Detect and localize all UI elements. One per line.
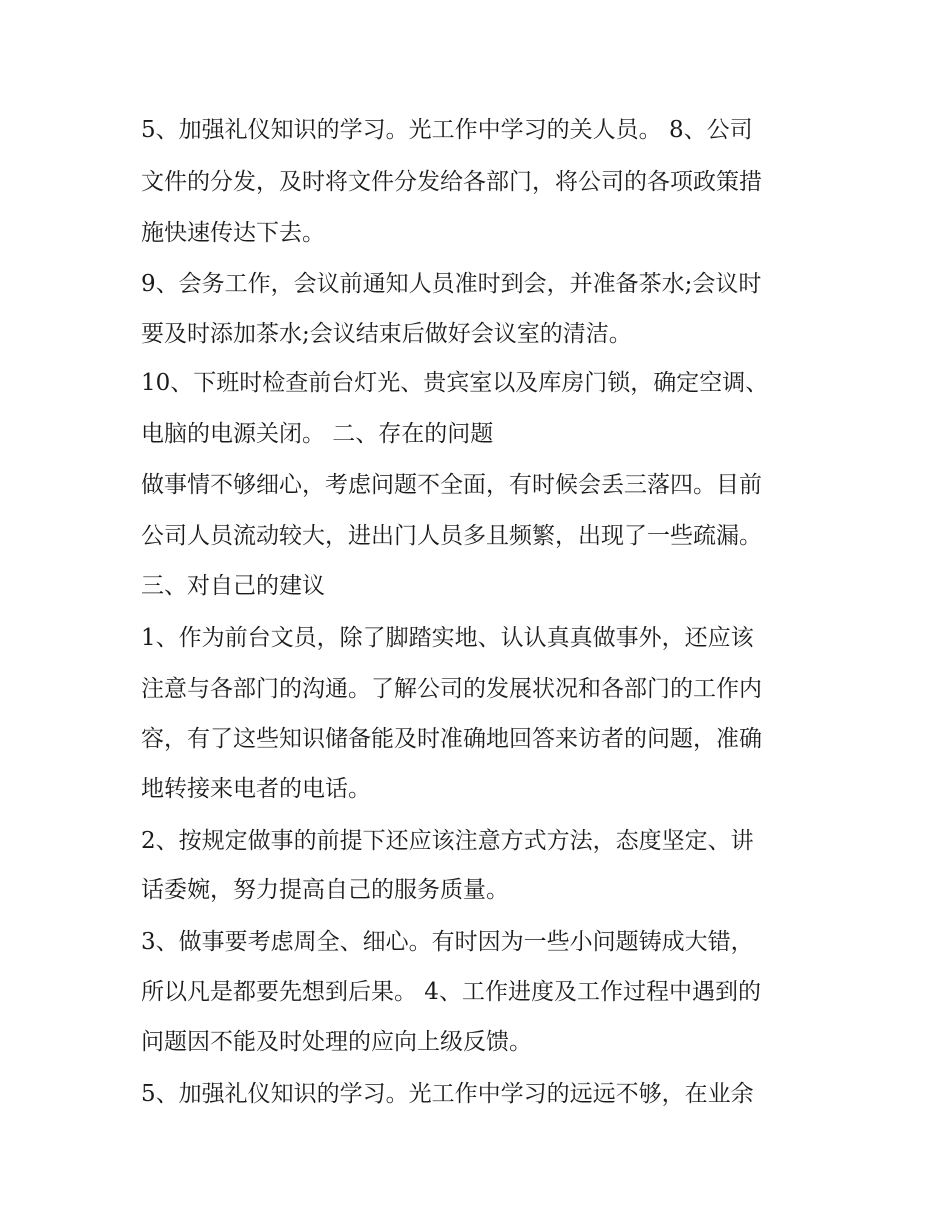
text-line: 所以凡是都要先想到后果。 4、工作进度及工作过程中遇到的 bbox=[141, 979, 761, 1005]
text-line: 9、会务工作，会议前通知人员准时到会，并准备茶水;会议时 bbox=[141, 271, 762, 297]
text-line: 3、做事要考虑周全、细心。有时因为一些小问题铸成大错， bbox=[141, 929, 754, 955]
text-line: 2、按规定做事的前提下还应该注意方式方法，态度坚定、讲 bbox=[141, 828, 754, 854]
section-heading: 三、对自己的建议 bbox=[141, 573, 325, 599]
text-line: 公司人员流动较大，进出门人员多且频繁，出现了一些疏漏。 bbox=[141, 523, 762, 549]
text-line: 要及时添加茶水;会议结束后做好会议室的清洁。 bbox=[141, 321, 632, 347]
text-line: 5、加强礼仪知识的学习。光工作中学习的关人员。 8、公司 bbox=[141, 117, 753, 143]
text-line: 10、下班时检查前台灯光、贵宾室以及库房门锁，确定空调、 bbox=[141, 370, 769, 396]
text-line: 施快速传达下去。 bbox=[141, 220, 325, 246]
text-line: 1、作为前台文员，除了脚踏实地、认认真真做事外，还应该 bbox=[141, 625, 754, 651]
text-line: 问题因不能及时处理的应向上级反馈。 bbox=[141, 1029, 532, 1055]
text-line: 文件的分发，及时将文件分发给各部门，将公司的各项政策措 bbox=[141, 169, 762, 195]
text-line: 话委婉，努力提高自己的服务质量。 bbox=[141, 877, 509, 903]
text-line: 5、加强礼仪知识的学习。光工作中学习的远远不够，在业余 bbox=[141, 1081, 754, 1107]
text-line: 地转接来电者的电话。 bbox=[141, 776, 371, 802]
text-line: 做事情不够细心，考虑问题不全面，有时候会丢三落四。目前 bbox=[141, 472, 762, 498]
text-line: 电脑的电源关闭。 二、存在的问题 bbox=[141, 421, 494, 447]
text-line: 注意与各部门的沟通。了解公司的发展状况和各部门的工作内 bbox=[141, 676, 762, 702]
text-line: 容，有了这些知识储备能及时准确地回答来访者的问题，准确 bbox=[141, 726, 762, 752]
